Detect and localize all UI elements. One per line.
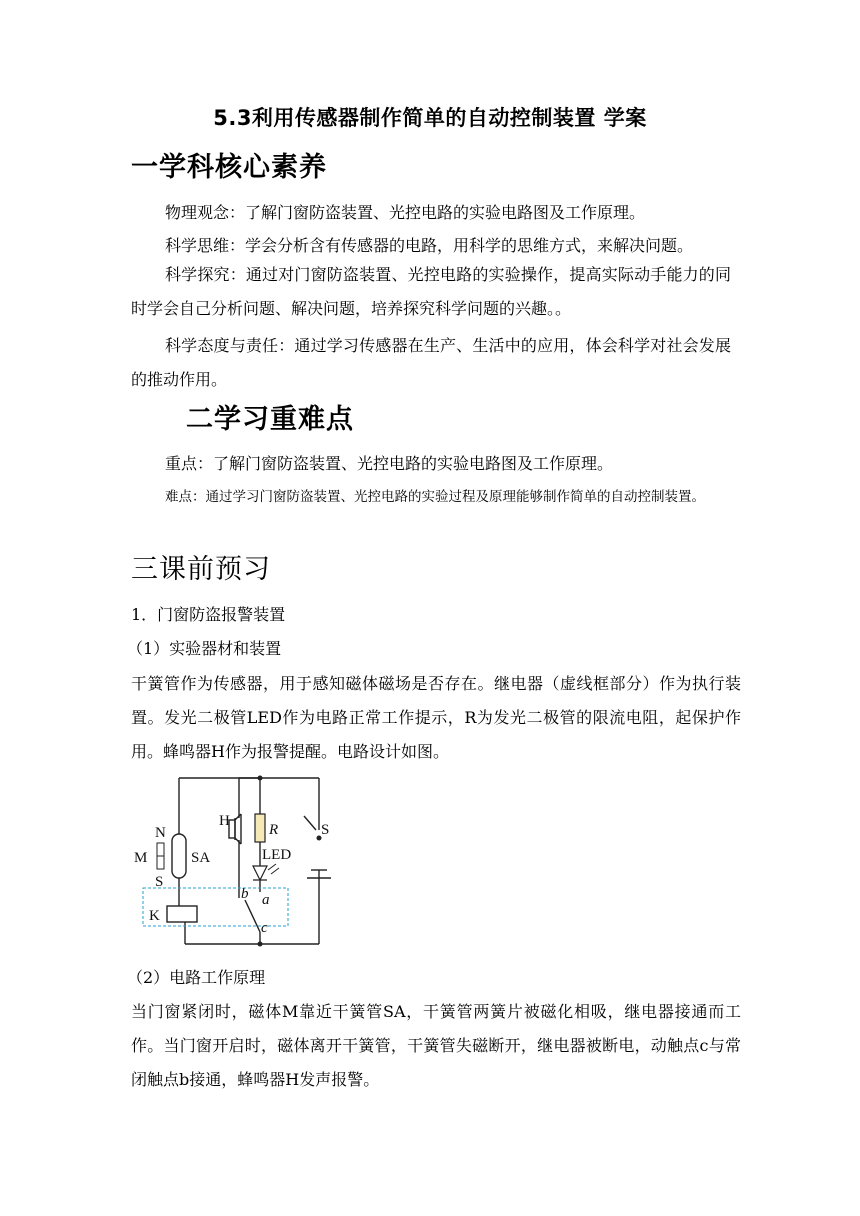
paragraph-equipment: 干簧管作为传感器，用于感知磁体磁场是否存在。继电器（虚线框部分）作为执行装置。发光二极管LED作为电路正常工作提示，R为发光二极管的限流电阻，起保护作用。蜂鸣器H作为报警提醒。电路设计如图。 — [131, 674, 741, 761]
page-title: 5.3利用传感器制作简单的自动控制装置 学案 — [213, 106, 647, 130]
paragraph-principle: 当门窗紧闭时，磁体M靠近干簧管SA，干簧管两簧片被磁化相吸，继电器接通而工作。当门窗开启时，磁体离开干簧管，干簧管失磁断开，继电器被断电，动触点c与常闭触点b接通，蜂鸣器H发声报警。 — [131, 1002, 741, 1089]
section-heading-key-points: 二学习重难点 — [186, 404, 354, 435]
section-heading-preview: 三课前预习 — [131, 554, 271, 585]
paragraph-difficult-point: 难点：通过学习门窗防盗装置、光控电路的实验过程及原理能够制作简单的自动控制装置。 — [165, 489, 705, 505]
label-a: a — [262, 892, 270, 908]
item-door-window-alarm: 1．门窗防盗报警装置 — [131, 605, 286, 624]
label-s-switch: S — [321, 822, 330, 838]
section-heading-core-literacy: 一学科核心素养 — [131, 152, 327, 183]
label-sa: SA — [191, 850, 211, 866]
label-r: R — [269, 822, 279, 838]
paragraph-scientific-thinking: 科学思维：学会分析含有传感器的电路，用科学的思维方式，来解决问题。 — [165, 236, 694, 255]
paragraph-key-point: 重点：了解门窗防盗装置、光控电路的实验电路图及工作原理。 — [165, 454, 614, 473]
label-m: M — [134, 850, 148, 866]
label-n: N — [155, 825, 166, 841]
alarm-circuit-diagram — [131, 770, 331, 950]
subheading-equipment: （1）实验器材和装置 — [127, 639, 282, 658]
label-b: b — [241, 886, 249, 902]
paragraph-scientific-inquiry: 科学探究：通过对门窗防盗装置、光控电路的实验操作，提高实际动手能力的同时学会自己分析问题、解决问题，培养探究科学问题的兴趣。。 — [131, 265, 731, 318]
label-c: c — [261, 920, 268, 936]
subheading-principle: （2）电路工作原理 — [127, 968, 266, 987]
label-h: H — [219, 813, 230, 829]
label-s-magnet: S — [155, 874, 164, 890]
label-k: K — [149, 908, 160, 924]
label-led: LED — [262, 847, 292, 863]
paragraph-scientific-attitude: 科学态度与责任：通过学习传感器在生产、生活中的应用，体会科学对社会发展的推动作用。 — [131, 336, 731, 389]
paragraph-physics-concept: 物理观念：了解门窗防盗装置、光控电路的实验电路图及工作原理。 — [165, 203, 646, 222]
